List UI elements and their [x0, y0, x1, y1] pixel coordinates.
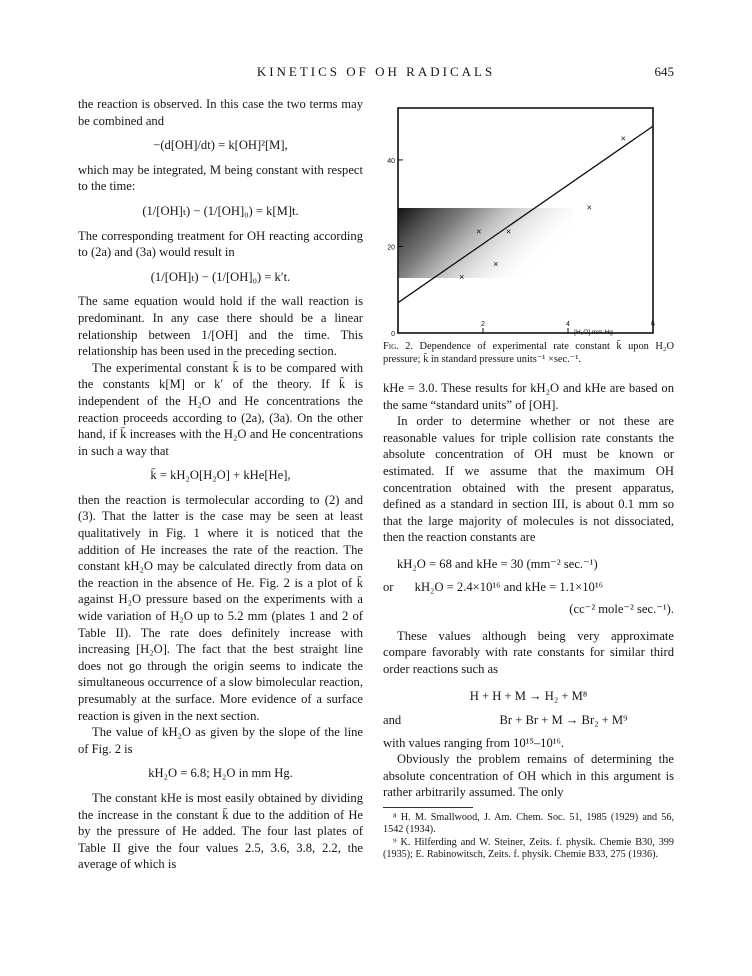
x-tick-label: 6 — [651, 321, 655, 328]
data-point: × — [620, 133, 626, 144]
paragraph: The constant kHe is most easily obtained by dividing the increase in the constant k̄ due to the addition of He by the pressure of He added. The four last plates of Table II give the four values 2.5, 3.6, 3.8, 2.2, the average of which is — [78, 790, 363, 872]
figure-caption — [383, 340, 674, 366]
y-tick-label: 20 — [387, 244, 395, 252]
scatter-chart — [383, 98, 674, 338]
equation: Br + Br + M → Br₂ + M⁹ — [499, 713, 628, 728]
footnote-8: ⁸ H. M. Smallwood, J. Am. Chem. Soc. 51, 1985 (1929) and 56, 1542 (1934). — [383, 812, 674, 836]
data-point: × — [505, 226, 512, 237]
caption-label: Fig. 2. — [383, 341, 414, 352]
figure-2 — [383, 98, 674, 338]
left-column — [78, 96, 363, 873]
data-point: × — [476, 226, 482, 237]
rate-constants-line-2 — [383, 579, 674, 596]
paragraph: kHe = 3.0. These results for kH₂O and kHe are based on the same “standard units” of [OH]. — [383, 381, 674, 412]
paragraph: which may be integrated, M being constant with respect to the time: — [78, 162, 363, 194]
running-title: KINETICS OF OH RADICALS — [256, 64, 496, 79]
equation-row — [383, 712, 674, 729]
page-number: 645 — [654, 64, 674, 79]
rate-constants-line-1: kH₂O = 68 and kHe = 30 (mm⁻² sec.⁻¹) — [397, 556, 598, 571]
equation: H + H + M → H₂ + M⁸ — [469, 688, 588, 703]
rate-constants-values: kH₂O = 2.4×10¹⁶ and kHe = 1.1×10¹⁶ — [414, 579, 604, 594]
paragraph: Obviously the problem remains of determining the absolute concentration of OH which in this argument is rather arbitrarily assumed. The only — [383, 752, 674, 800]
running-header — [78, 64, 674, 84]
data-point: × — [493, 258, 499, 269]
paragraph: In order to determine whether or not these are reasonable values for triple collision rate constants the absolute concentration of OH must be known or estimated. If we assume that the maximum OH concentration obtained with the present apparatus, defined as a standard in section III, is about 0.1 mm so that the large majority of molecules is not dissociated, then the reaction constants are — [383, 414, 674, 545]
paragraph: These values although being very approximate compare favorably with rate constants for similar third order reactions such as — [383, 628, 674, 676]
rate-constants-prefix: or — [383, 579, 394, 594]
y-tick-label: 0 — [391, 331, 395, 338]
footnote-rule — [383, 807, 473, 808]
scan-shading — [398, 208, 573, 278]
equation: −(d[OH]/dt) = k[OH]²[M], — [153, 138, 288, 153]
x-tick-label: 2 — [481, 321, 485, 328]
x-axis-label: [H₂O] mm Hg — [574, 329, 613, 336]
equation-label: and — [383, 713, 402, 728]
paragraph: The experimental constant k̄ is to be compared with the constants k[M] or k′ of the theory. If k̄ is independent of the H₂O and He concentrations the reaction proceeds according to (2a), (3a). On the other hand, if k̄ increases with the H₂O and He concentrations in such a way that — [78, 360, 363, 458]
data-point: × — [459, 271, 465, 282]
y-tick-label: 40 — [387, 157, 395, 165]
paragraph: the reaction is observed. In this case the two terms may be combined and — [78, 97, 363, 128]
equation: kH₂O = 6.8; H₂O in mm Hg. — [148, 766, 293, 781]
data-point: × — [586, 202, 592, 213]
paragraph: then the reaction is termolecular according to (2) and (3). That the latter is the case may be seen at least qualitatively in Fig. 1 where it is noticed that the addition of He increases the rate of the reaction. The constant kH₂O may be calculated directly from data on the reaction in the absence of He. Fig. 2 is a plot of k̄ against H₂O pressure based on the experiments with a wide variation of H₂O up to 5.2 mm (plates 1 and 2 of Table II). The rate does definitely increase with increasing [H₂O]. The fact that the best straight line does not go through the origin seems to indicate the simultaneous occurrence of a slow bimolecular reaction, presumably at the surface. More evidence of a surface reaction is given in the next section. — [78, 492, 363, 723]
footnote-9: ⁹ K. Hilferding and W. Steiner, Zeits. f. physik. Chemie B30, 399 (1935); E. Rabinowitsch, Zeits. f. physik. Chemie B33, 275 (1936). — [383, 836, 674, 861]
equation: k̄ = kH₂O[H₂O] + kHe[He], — [150, 468, 291, 483]
right-column — [383, 96, 674, 862]
equation: (1/[OH]ₜ) − (1/[OH]₀) = k[M]t. — [142, 203, 299, 218]
paragraph: with values ranging from 10¹⁵–10¹⁶. — [383, 735, 565, 750]
rate-constants-units: (cc⁻² mole⁻² sec.⁻¹). — [569, 602, 674, 617]
x-tick-label: 4 — [566, 321, 570, 328]
paragraph: The corresponding treatment for OH reacting according to (2a) and (3a) would result in — [78, 228, 363, 260]
paragraph: The value of kH₂O as given by the slope of the line of Fig. 2 is — [78, 725, 363, 756]
equation: (1/[OH]ₜ) − (1/[OH]₀) = k′t. — [150, 269, 291, 284]
caption-text: Dependence of experimental rate constant k̄ upon H₂O pressure; k̄ in standard pressure units⁻¹ ×sec.⁻¹. — [383, 341, 674, 365]
paragraph: The same equation would hold if the wall reaction is predominant. In any case there should be a linear relationship between 1/[OH] and the time. This relationship has been used in the preceding section. — [78, 294, 363, 359]
